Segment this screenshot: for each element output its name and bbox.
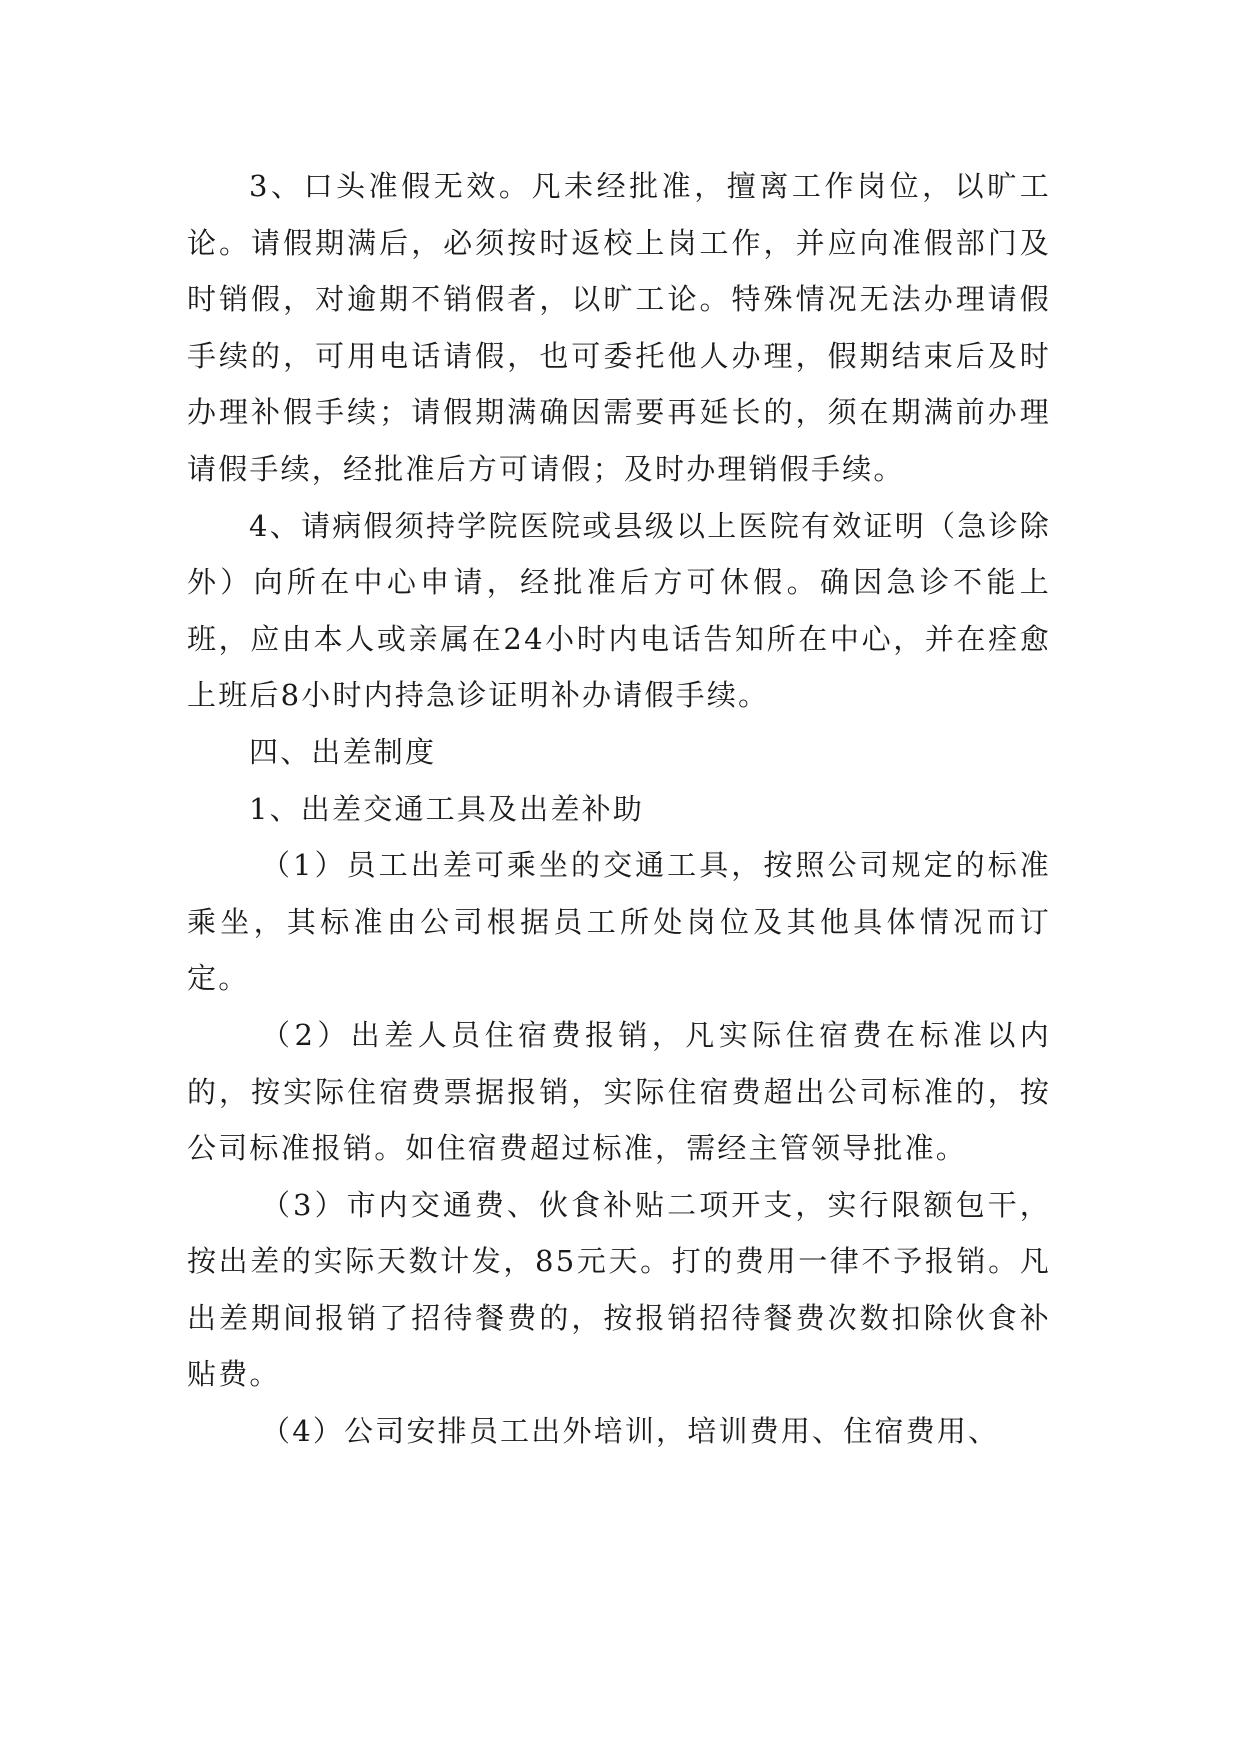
paragraph-leave-verbal: 3、口头准假无效。凡未经批准，擅离工作岗位，以旷工论。请假期满后，必须按时返校上岗工作，并应向准假部门及时销假，对逾期不销假者，以旷工论。特殊情况无法办理请假手续的，可用电话请假，也可委托他人办理，假期结束后及时办理补假手续；请假期满确因需要再延长的，须在期满前办理请假手续，经批准后方可请假；及时办理销假手续。 (187, 169, 1051, 486)
document-body (187, 158, 1051, 1460)
paragraph-item-1-transport: （1）员工出差可乘坐的交通工具，按照公司规定的标准乘坐，其标准由公司根据员工所处岗位及其他具体情况而订定。 (187, 848, 1051, 996)
subsection-heading-transport-allowance: 1、出差交通工具及出差补助 (249, 791, 645, 826)
paragraph-item-4-training: （4）公司安排员工出外培训，培训费用、住宿费用、 (261, 1414, 1000, 1449)
section-heading-business-travel: 四、出差制度 (249, 734, 437, 769)
paragraph-item-2-lodging: （2）出差人员住宿费报销，凡实际住宿费在标准以内的，按实际住宿费票据报销，实际住宿费超出公司标准的，按公司标准报销。如住宿费超过标准，需经主管领导批准。 (187, 1017, 1051, 1166)
paragraph-item-3-meal-allowance: （3）市内交通费、伙食补贴二项开支，实行限额包干，按出差的实际天数计发，85元天。打的费用一律不予报销。凡出差期间报销了招待餐费的，按报销招待餐费次数扣除伙食补贴费。 (187, 1187, 1051, 1392)
paragraph-sick-leave: 4、请病假须持学院医院或县级以上医院有效证明（急诊除外）向所在中心申请，经批准后方可休假。确因急诊不能上班，应由本人或亲属在24小时内电话告知所在中心，并在痊愈上班后8小时内持急诊证明补办请假手续。 (187, 508, 1051, 713)
